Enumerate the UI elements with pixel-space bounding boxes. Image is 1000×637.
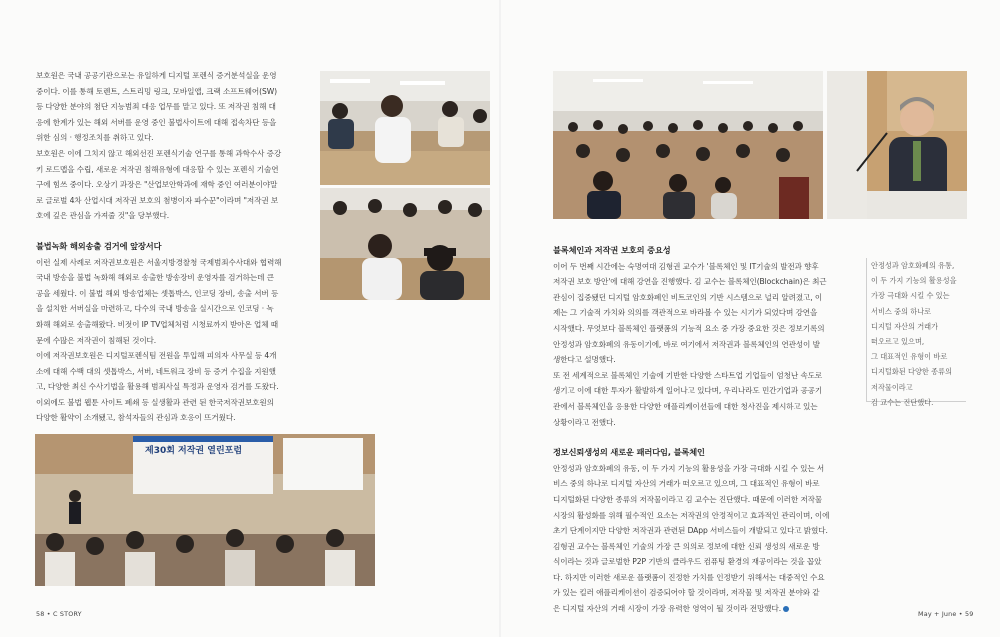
text-line: 소에 대해 수백 대의 셋톱박스, 서버, 네트워크 장비 등 증거 수집을 지원했 — [36, 366, 276, 376]
text-line: 생한다고 설명했다. — [553, 355, 616, 365]
text-line: 을 설치한 서버실을 마련하고, 다수의 국내 방송을 실시간으로 인코딩 · 녹 — [36, 304, 274, 314]
text-line: 위한 심의 · 행정조치를 취하고 있다. — [36, 133, 154, 143]
photo-student-lecture-1 — [320, 71, 490, 185]
text-line: 관심이 집중됐던 디지털 암호화폐인 비트코인의 기반 시스템으로 널리 알려졌고, 이 — [553, 292, 823, 302]
text-line: 다. 하지만 이러한 새로운 플랫폼이 진정한 가치를 인정받기 위해서는 대중적인 수요 — [553, 572, 825, 582]
page-gutter — [499, 0, 501, 637]
right-paragraphs-1 — [553, 259, 858, 431]
text-line: 이외에도 불법 웹툰 사이트 폐쇄 등 실생활과 관련 된 한국저작권보호원의 — [36, 397, 274, 407]
text-line: 제는 그 기술적 가치와 의의를 객관적으로 바라볼 수 있는 시기가 되었다며 강연을 — [553, 308, 818, 318]
text-line-last: 은 디지털 자산의 거래 시장이 가장 유력한 영역이 될 것이라 전망했다. — [553, 604, 782, 614]
photo-speaker-podium — [827, 71, 967, 219]
text-line: 저작권 보호 방안'에 대해 강연을 진행했다. 김 교수는 블록체인(Blockchain)은 최근 — [553, 277, 827, 287]
text-line: 국내 방송을 불법 녹화해 해외로 송출한 방송장비 운영자를 검거하는데 큰 — [36, 273, 274, 283]
pull-quote-line: 디지털화된 다양한 종류의 — [871, 367, 952, 377]
text-line: 관에서 블록체인을 응용한 다양한 애플리케이션들에 대한 청사진을 제시하고 있는 — [553, 401, 818, 411]
text-line: 키 로드맵을 수립, 새로운 저작권 침해유형에 대응할 수 있는 포렌식 기술연 — [36, 164, 279, 174]
text-line: 이런 실제 사례로 저작권보호원은 서울지방경찰청 국제범죄수사대와 협력해 — [36, 257, 282, 267]
text-line: 이에 저작권보호원은 디지털포렌식팀 전원을 투입해 피의자 사무실 등 4개 — [36, 351, 277, 361]
text-line: 또 전 세계적으로 블록체인 기술에 기반한 다양한 스타트업 기업들이 엄청난 속도로 — [553, 370, 823, 380]
left-paragraphs-mid — [36, 255, 308, 427]
right-page-folio: May + June • 59 — [918, 610, 974, 618]
text-line: 공을 세웠다. 이 불법 해외 방송업체는 셋톱박스, 인코딩 장비, 송출 서버 등 — [36, 288, 279, 298]
text-line — [553, 601, 858, 617]
pull-quote-line: 떠오르고 있으며, — [871, 337, 925, 347]
text-line: 고, 다양한 최신 수사기법을 활용해 범죄사실 특정과 운영자 검거를 도왔다. — [36, 382, 279, 392]
text-line: 호에 깊은 관심을 가져줄 것"을 당부했다. — [36, 211, 170, 221]
pull-quote-line: 저작물이라고 — [871, 382, 913, 392]
right-paragraphs-2 — [553, 461, 858, 617]
pull-quote — [866, 258, 966, 407]
text-line: 이어 두 번째 시간에는 숙명여대 김형권 교수가 '블록체인 및 IT기술의 발전과 향후 — [553, 261, 819, 271]
text-line: 응에 한계가 있는 해외 서버를 운영 중인 불법사이트에 대해 접속차단 등을 — [36, 117, 277, 127]
text-line: 중이다. 이를 통해 토렌트, 스트리밍 링크, 모바일앱, 크랙 소프트웨어(SW) — [36, 86, 277, 96]
section-heading-blockchain: 블록체인과 저작권 보호의 중요성 — [553, 245, 671, 255]
section-heading: 불법녹화 해외송출 검거에 앞장서다 — [36, 240, 162, 251]
pull-quote-line: 김 교수는 진단했다. — [871, 397, 934, 407]
text-line: 화해 해외로 송출해왔다. 비젓이 IP TV업체처럼 시청료까지 받아온 업체 때 — [36, 319, 278, 329]
left-article-column — [36, 68, 308, 426]
text-line: 안정성과 암호화폐의 유동, 이 두 가지 기능의 활용성을 가장 극대화 시킬 수 있는 서 — [553, 463, 825, 473]
photo-forum-audience — [35, 434, 375, 586]
text-line: 비스 중의 하나로 디지털 자산의 거래가 떠오르고 있으며, 그 대표적인 유형이 바로 — [553, 479, 820, 489]
text-line: 다양한 활약이 소개됐고, 참석자들의 관심과 호응이 뜨거웠다. — [36, 413, 236, 423]
text-line: 식이라는 것과 글로벌한 P2P 기반의 클라우드 컴퓨팅 환경의 재공이라는 것을 꼽았 — [553, 557, 822, 567]
section-heading-paradigm: 정보신뢰생성의 새로운 패러다임, 블록체인 — [553, 447, 705, 458]
text-line: 상황이라고 전했다. — [553, 417, 616, 427]
pull-quote-line: 디지털 자산의 거래가 — [871, 321, 939, 331]
text-line: 생기고 이에 대한 투자가 활발하게 일어나고 있다며, 우리나라도 민간기업과 공공기 — [553, 386, 823, 396]
text-line: 문에 수많은 저작권이 침해된 것이다. — [36, 335, 157, 345]
photo-lecture-hall — [553, 71, 823, 219]
text-line: 보호원은 이에 그치지 않고 해외선진 포렌식기술 연구를 통해 과학수사 증강 — [36, 148, 282, 158]
right-article-column — [553, 243, 858, 617]
text-line: 초기 단계이지만 다양한 저작권과 관련된 DApp 서비스들이 개발되고 있다고 밝혔다. — [553, 526, 828, 536]
left-page-folio: 58 • C STORY — [36, 610, 82, 618]
text-line: 시작했다. 무엇보다 블록체인 플랫폼의 기능적 요소 중 가장 중요한 것은 정보기록의 — [553, 323, 825, 333]
left-paragraphs-top — [36, 68, 308, 224]
article-end-mark — [783, 606, 789, 612]
pull-quote-line: 가장 극대화 시킬 수 있는 — [871, 291, 950, 301]
pull-quote-line: 그 대표적인 유형이 바로 — [871, 352, 948, 362]
text-line: 디지털화된 다양한 종류의 저작물이라고 김 교수는 진단했다. 때문에 이러한 저작물 — [553, 494, 823, 504]
text-line: 가 있는 킬러 애플리케이션이 검증되어야 할 것이라며, 저작물 및 저작권 분야와 같 — [553, 588, 820, 598]
text-line: 김형권 교수는 블록체인 기술의 가장 큰 의의로 정보에 대한 신뢰 생성의 새로운 방 — [553, 541, 820, 551]
text-line: 시장의 활성화를 위해 필수적인 요소는 저작권의 안정적이고 효과적인 관리이며, 이에 — [553, 510, 830, 520]
text-line: 등 다양한 분야의 첨단 지능범죄 대응 업무를 맡고 있다. 또 저작권 침해 대 — [36, 102, 276, 112]
pull-quote-line: 안정성과 암호화폐의 유통, — [871, 261, 955, 270]
text-line: 보호원은 국내 공공기관으로는 유일하게 디지털 포렌식 증거분석실을 운영 — [36, 71, 277, 80]
pull-quote-line: 서비스 중의 하나로 — [871, 306, 932, 316]
photo-student-lecture-2 — [320, 188, 490, 300]
pull-quote-line: 이 두 가지 기능의 활용성을 — [871, 276, 957, 286]
forum-banner-title: 제30회 저작권 열린포럼 — [145, 446, 243, 456]
text-line: 구에 힘쓰 중이다. 오상기 과장은 "산업보안학과에 재학 중인 여러분이야말 — [36, 180, 278, 190]
text-line: 안정성과 암호화폐의 유동이기에, 바로 여기에서 저작권과 블록체인의 연관성이 발 — [553, 339, 820, 349]
text-line: 로 글로벌 4차 산업시대 저작권 보호의 첨병이자 파수꾼"이라며 "저작권 보 — [36, 195, 279, 205]
